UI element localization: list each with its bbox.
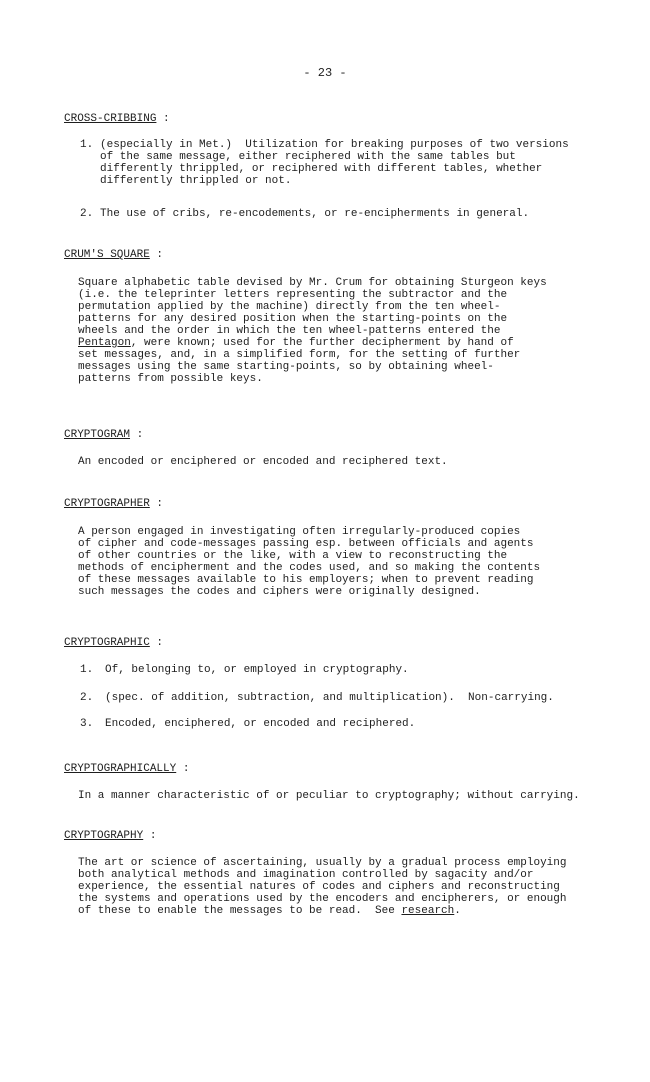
- item-number: 1.: [80, 664, 94, 676]
- heading-cryptography: CRYPTOGRAPHY :: [64, 830, 157, 842]
- cross-reference-link[interactable]: research: [401, 905, 455, 917]
- line-with-underlined-word: Pentagon, were known; used for the further decipherment by hand of: [78, 337, 514, 349]
- definition-text: The art or science of ascertaining, usually by a gradual process employing both analytical methods and imagination controlled by sagacity and/or experience, the essential natures of codes and ciphers and reconstructing the systems and operations used by the encoders and encipherers, or enough of these to enable the messages to be read. See research.: [78, 857, 623, 917]
- heading-cross-cribbing: CROSS-CRIBBING :: [64, 113, 170, 125]
- line-with-see-reference: of these to enable the messages to be read. See research.: [78, 905, 461, 917]
- definition-text: An encoded or enciphered or encoded and reciphered text.: [78, 456, 448, 468]
- heading-cryptographer: CRYPTOGRAPHER :: [64, 498, 164, 510]
- item-number: 3.: [80, 718, 94, 730]
- definition-text: A person engaged in investigating often irregularly-produced copies of cipher and code-messages passing esp. between officials and agents of other countries or the like, with a view to reconstructing the methods of encipherment and the codes used, and so making the contents of these messages available to his employers; when to prevent reading such messages the codes and ciphers were originally designed.: [78, 526, 541, 598]
- definition-text: In a manner characteristic of or peculiar to cryptography; without carrying.: [78, 790, 580, 802]
- item-number: 2.: [80, 208, 94, 220]
- definition-text: Encoded, enciphered, or encoded and reciphered.: [105, 718, 416, 730]
- definition-text: Square alphabetic table devised by Mr. Crum for obtaining Sturgeon keys (i.e. the teleprinter letters representing the subtractor and the permutation applied by the machine) directly from the ten wheel- patterns for any desired position when the starting-points on the wheels and the order in which the ten wheel-patterns entered the Pentagon, were known; used for the further decipherment by hand of set messages, and, in a simplified form, for the setting of further messages using the same starting-points, so by obtaining wheel- patterns from possible keys.: [78, 277, 623, 385]
- heading-crums-square: CRUM'S SQUARE :: [64, 249, 164, 261]
- definition-text: The use of cribs, re-encodements, or re-encipherments in general.: [100, 208, 530, 220]
- definition-text: Of, belonging to, or employed in cryptography.: [105, 664, 409, 676]
- heading-cryptographic: CRYPTOGRAPHIC :: [64, 637, 164, 649]
- heading-cryptogram: CRYPTOGRAM :: [64, 429, 144, 441]
- heading-cryptographically: CRYPTOGRAPHICALLY :: [64, 763, 190, 775]
- item-number: 2.: [80, 692, 94, 704]
- definition-text: (especially in Met.) Utilization for breaking purposes of two versions of the same message, either reciphered with the same tables but differently thrippled, or reciphered with different tables, whether differently thrippled or not.: [100, 139, 569, 187]
- page-number: - 23 -: [303, 66, 347, 80]
- definition-text: (spec. of addition, subtraction, and multiplication). Non-carrying.: [105, 692, 554, 704]
- item-number: 1.: [80, 139, 94, 151]
